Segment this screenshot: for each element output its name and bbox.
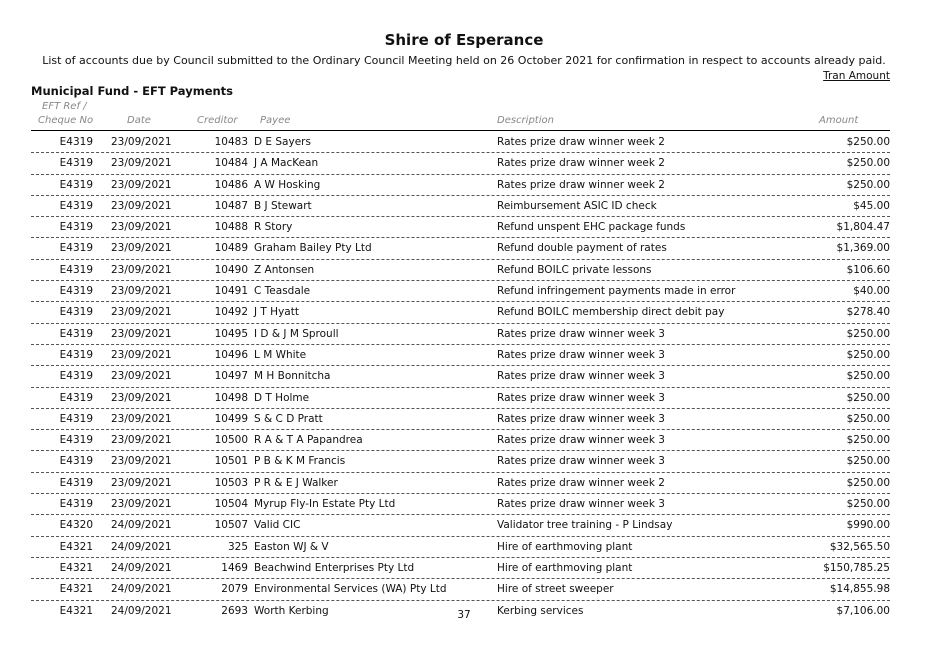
section-heading: Municipal Fund - EFT Payments [31,84,234,98]
ref-cell: E4319 [59,178,93,191]
description-cell: Rates prize draw winner week 3 [497,498,665,511]
amount-cell: $250.00 [846,434,890,447]
date-cell: 23/09/2021 [111,412,172,425]
payee-cell: L M White [254,348,307,361]
amount-cell: $32,565.50 [829,540,890,553]
payee-cell: Easton WJ & V [254,540,329,553]
ref-cell: E4319 [59,391,93,404]
amount-cell: $7,106.00 [836,604,890,617]
amount-cell: $250.00 [846,348,890,361]
payments-table [31,132,890,621]
payee-cell: I D & J M Sproull [254,327,339,340]
date-cell: 23/09/2021 [111,348,172,361]
date-cell: 23/09/2021 [111,263,172,276]
amount-cell: $250.00 [846,178,890,191]
creditor-cell: 10504 [214,498,248,511]
table-row [31,260,890,281]
description-cell: Rates prize draw winner week 3 [497,327,665,340]
creditor-cell: 1469 [221,561,248,574]
table-row [31,238,890,259]
creditor-cell: 2079 [221,583,248,596]
creditor-cell: 325 [227,540,248,553]
description-cell: Hire of earthmoving plant [497,540,633,553]
table-row [31,366,890,387]
col-header-payee: Payee [260,115,291,126]
description-cell: Rates prize draw winner week 2 [497,476,665,489]
date-cell: 24/09/2021 [111,604,172,617]
date-cell: 23/09/2021 [111,498,172,511]
payee-cell: Myrup Fly-In Estate Pty Ltd [254,498,396,511]
ref-cell: E4319 [59,221,93,234]
table-row [31,196,890,217]
payee-cell: A W Hosking [254,178,321,191]
date-cell: 23/09/2021 [111,285,172,298]
table-row [31,494,890,515]
date-cell: 23/09/2021 [111,157,172,170]
ref-cell: E4320 [59,519,93,532]
date-cell: 23/09/2021 [111,178,172,191]
ref-cell: E4319 [59,263,93,276]
payee-cell: Graham Bailey Pty Ltd [254,242,372,255]
amount-cell: $990.00 [846,519,890,532]
table-row [31,451,890,472]
date-cell: 23/09/2021 [111,221,172,234]
ref-cell: E4319 [59,498,93,511]
date-cell: 23/09/2021 [111,476,172,489]
col-header-creditor: Creditor [197,115,238,126]
table-row [31,579,890,600]
table-row [31,409,890,430]
payee-cell: Environmental Services (WA) Pty Ltd [254,583,447,596]
tran-amount-link[interactable]: Tran Amount [823,70,890,82]
date-cell: 24/09/2021 [111,561,172,574]
payee-cell: D T Holme [254,391,310,404]
ref-cell: E4321 [59,604,93,617]
date-cell: 23/09/2021 [111,370,172,383]
description-cell: Rates prize draw winner week 3 [497,434,665,447]
creditor-cell: 10484 [214,157,248,170]
creditor-cell: 2693 [221,604,248,617]
amount-cell: $14,855.98 [829,583,890,596]
creditor-cell: 10486 [214,178,248,191]
payee-cell: Beachwind Enterprises Pty Ltd [254,561,415,574]
creditor-cell: 10491 [214,285,248,298]
payee-cell: J A MacKean [254,157,319,170]
document-subtitle: List of accounts due by Council submitted to the Ordinary Council Meeting held on 26 October 2021 for confirmation in respect to accounts already paid. [42,54,886,67]
payee-cell: Worth Kerbing [254,604,329,617]
date-cell: 23/09/2021 [111,136,172,148]
creditor-cell: 10496 [214,348,248,361]
date-cell: 23/09/2021 [111,434,172,447]
amount-cell: $250.00 [846,476,890,489]
payee-cell: B J Stewart [254,199,312,212]
payee-cell: R Story [254,221,293,234]
creditor-cell: 10492 [214,306,248,319]
creditor-cell: 10503 [214,476,248,489]
date-cell: 24/09/2021 [111,583,172,596]
amount-cell: $1,369.00 [836,242,890,255]
ref-cell: E4319 [59,327,93,340]
amount-cell: $150,785.25 [823,561,890,574]
amount-cell: $106.60 [846,263,890,276]
ref-cell: E4319 [59,157,93,170]
page-number: 37 [457,609,471,621]
ref-cell: E4321 [59,540,93,553]
payee-cell: P B & K M Francis [254,455,346,468]
ref-cell: E4321 [59,561,93,574]
amount-cell: $250.00 [846,370,890,383]
date-cell: 23/09/2021 [111,242,172,255]
description-cell: Refund infringement payments made in error [497,285,736,298]
ref-cell: E4319 [59,370,93,383]
col-header-amount: Amount [819,115,859,126]
description-cell: Rates prize draw winner week 2 [497,136,665,148]
payee-cell: R A & T A Papandrea [254,434,363,447]
description-cell: Rates prize draw winner week 2 [497,178,665,191]
payee-cell: J T Hyatt [254,306,299,319]
description-cell: Hire of earthmoving plant [497,561,633,574]
ref-cell: E4319 [59,199,93,212]
payee-cell: Valid CIC [254,519,301,532]
creditor-cell: 10507 [214,519,248,532]
date-cell: 23/09/2021 [111,327,172,340]
table-row [31,473,890,494]
description-cell: Rates prize draw winner week 3 [497,455,665,468]
payee-cell: C Teasdale [254,285,311,298]
description-cell: Refund BOILC private lessons [497,263,652,276]
table-row [31,430,890,451]
col-header-description: Description [497,115,554,126]
amount-cell: $250.00 [846,498,890,511]
payee-cell: P R & E J Walker [254,476,338,489]
creditor-cell: 10487 [214,199,248,212]
amount-cell: $278.40 [846,306,890,319]
table-row [31,217,890,238]
table-row [31,281,890,302]
ref-cell: E4319 [59,242,93,255]
table-row [31,388,890,409]
creditor-cell: 10501 [214,455,248,468]
creditor-cell: 10497 [214,370,248,383]
ref-cell: E4319 [59,476,93,489]
amount-cell: $250.00 [846,136,890,148]
amount-cell: $40.00 [853,285,890,298]
col-header-ref-line2: Cheque No [38,115,94,126]
creditor-cell: 10495 [214,327,248,340]
amount-cell: $1,804.47 [836,221,890,234]
creditor-cell: 10498 [214,391,248,404]
payee-cell: D E Sayers [254,136,311,148]
amount-cell: $250.00 [846,412,890,425]
table-row [31,537,890,558]
date-cell: 24/09/2021 [111,519,172,532]
ref-cell: E4319 [59,348,93,361]
creditor-cell: 10499 [214,412,248,425]
col-header-date: Date [127,115,151,126]
description-cell: Rates prize draw winner week 3 [497,412,665,425]
creditor-cell: 10488 [214,221,248,234]
payee-cell: Z Antonsen [254,263,315,276]
amount-cell: $250.00 [846,157,890,170]
amount-cell: $250.00 [846,327,890,340]
creditor-cell: 10490 [214,263,248,276]
date-cell: 23/09/2021 [111,391,172,404]
creditor-cell: 10500 [214,434,248,447]
table-row [31,175,890,196]
description-cell: Kerbing services [497,604,584,617]
table-row [31,132,890,153]
header-rule [31,130,890,131]
table-row [31,558,890,579]
description-cell: Reimbursement ASIC ID check [497,199,657,212]
description-cell: Refund unspent EHC package funds [497,221,686,234]
ref-cell: E4321 [59,583,93,596]
description-cell: Rates prize draw winner week 3 [497,391,665,404]
document-title: Shire of Esperance [384,31,544,49]
description-cell: Validator tree training - P Lindsay [497,519,673,532]
col-header-ref-line1: EFT Ref / [42,101,87,112]
ref-cell: E4319 [59,455,93,468]
payee-cell: M H Bonnitcha [254,370,331,383]
table-row [31,153,890,174]
payee-cell: S & C D Pratt [254,412,323,425]
date-cell: 23/09/2021 [111,306,172,319]
table-row [31,345,890,366]
description-cell: Rates prize draw winner week 3 [497,348,665,361]
description-cell: Rates prize draw winner week 3 [497,370,665,383]
ref-cell: E4319 [59,285,93,298]
description-cell: Hire of street sweeper [497,583,614,596]
amount-cell: $250.00 [846,391,890,404]
ref-cell: E4319 [59,434,93,447]
creditor-cell: 10483 [214,136,248,148]
description-cell: Refund BOILC membership direct debit pay [497,306,725,319]
ref-cell: E4319 [59,136,93,148]
date-cell: 24/09/2021 [111,540,172,553]
table-row [31,324,890,345]
description-cell: Rates prize draw winner week 2 [497,157,665,170]
date-cell: 23/09/2021 [111,199,172,212]
amount-cell: $45.00 [853,199,890,212]
creditor-cell: 10489 [214,242,248,255]
ref-cell: E4319 [59,412,93,425]
table-row [31,515,890,536]
table-row [31,302,890,323]
date-cell: 23/09/2021 [111,455,172,468]
amount-cell: $250.00 [846,455,890,468]
ref-cell: E4319 [59,306,93,319]
description-cell: Refund double payment of rates [497,242,667,255]
